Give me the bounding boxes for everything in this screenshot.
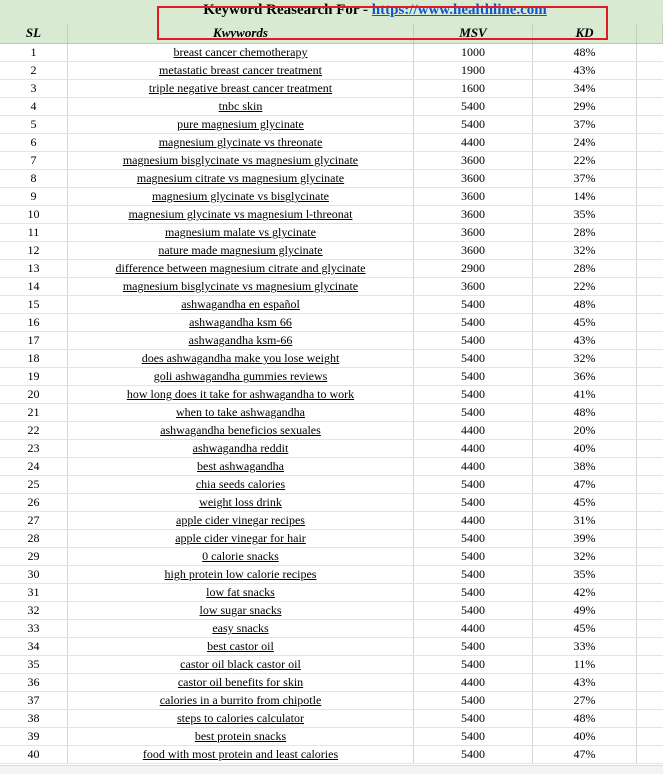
cell-sl[interactable]: 3 xyxy=(0,80,68,97)
cell-keyword[interactable] xyxy=(68,728,414,745)
cell-msv[interactable]: 2900 xyxy=(414,260,533,277)
cell-kd[interactable]: 34% xyxy=(533,80,637,97)
keyword-link[interactable]: weight loss drink xyxy=(199,495,282,509)
keyword-link[interactable]: magnesium citrate vs magnesium glycinate xyxy=(136,171,345,185)
cell-empty[interactable] xyxy=(637,278,663,295)
cell-sl[interactable]: 19 xyxy=(0,368,68,385)
cell-sl[interactable]: 11 xyxy=(0,224,68,241)
cell-kd[interactable]: 38% xyxy=(533,458,637,475)
table-row xyxy=(0,710,663,728)
cell-msv[interactable]: 1000 xyxy=(414,44,533,61)
cell-empty[interactable] xyxy=(637,548,663,565)
table-row xyxy=(0,44,663,62)
cell-msv[interactable]: 5400 xyxy=(414,728,533,745)
cell-kd[interactable]: 22% xyxy=(533,152,637,169)
keyword-link[interactable]: ashwagandha ksm 66 xyxy=(189,315,292,329)
cell-sl[interactable]: 23 xyxy=(0,440,68,457)
cell-kd[interactable]: 45% xyxy=(533,494,637,511)
cell-sl[interactable]: 28 xyxy=(0,530,68,547)
cell-empty[interactable] xyxy=(637,494,663,511)
table-row xyxy=(0,656,663,674)
cell-empty[interactable] xyxy=(637,710,663,727)
cell-empty[interactable] xyxy=(637,332,663,349)
cell-empty[interactable] xyxy=(637,566,663,583)
cell-sl[interactable]: 30 xyxy=(0,566,68,583)
cell-empty[interactable] xyxy=(637,422,663,439)
table-row xyxy=(0,116,663,134)
cell-sl[interactable]: 16 xyxy=(0,314,68,331)
cell-kd[interactable]: 45% xyxy=(533,314,637,331)
cell-sl[interactable]: 10 xyxy=(0,206,68,223)
cell-empty[interactable] xyxy=(637,224,663,241)
cell-sl[interactable]: 12 xyxy=(0,242,68,259)
table-row xyxy=(0,404,663,422)
cell-empty[interactable] xyxy=(637,350,663,367)
cell-msv[interactable]: 5400 xyxy=(414,692,533,709)
sheet-title xyxy=(160,2,590,19)
cell-sl[interactable]: 5 xyxy=(0,116,68,133)
table-row xyxy=(0,638,663,656)
cell-empty[interactable] xyxy=(637,44,663,61)
cell-keyword[interactable] xyxy=(68,368,414,385)
cell-keyword[interactable] xyxy=(68,260,414,277)
keyword-link[interactable]: ashwagandha beneficios sexuales xyxy=(160,423,321,437)
keyword-link[interactable]: breast cancer chemotherapy xyxy=(173,45,308,59)
table-row xyxy=(0,494,663,512)
table-row xyxy=(0,152,663,170)
cell-empty[interactable] xyxy=(637,368,663,385)
cell-msv[interactable]: 5400 xyxy=(414,476,533,493)
cell-keyword[interactable] xyxy=(68,44,414,61)
cell-empty[interactable] xyxy=(637,386,663,403)
cell-kd[interactable]: 39% xyxy=(533,530,637,547)
cell-kd[interactable]: 37% xyxy=(533,116,637,133)
cell-kd[interactable]: 31% xyxy=(533,512,637,529)
header-empty[interactable] xyxy=(637,23,663,43)
table-row xyxy=(0,566,663,584)
cell-msv[interactable]: 4400 xyxy=(414,458,533,475)
cell-empty[interactable] xyxy=(637,260,663,277)
table-row xyxy=(0,584,663,602)
cell-msv[interactable]: 5400 xyxy=(414,296,533,313)
cell-sl[interactable]: 40 xyxy=(0,746,68,763)
cell-msv[interactable]: 5400 xyxy=(414,494,533,511)
cell-sl[interactable]: 27 xyxy=(0,512,68,529)
cell-keyword[interactable] xyxy=(68,98,414,115)
keyword-link[interactable]: difference between magnesium citrate and glycinate xyxy=(115,261,366,275)
cell-keyword[interactable] xyxy=(68,116,414,133)
cell-keyword[interactable] xyxy=(68,332,414,349)
cell-keyword[interactable] xyxy=(68,656,414,673)
table-row xyxy=(0,62,663,80)
cell-msv[interactable]: 4400 xyxy=(414,422,533,439)
table-row xyxy=(0,296,663,314)
cell-keyword[interactable] xyxy=(68,188,414,205)
keyword-link[interactable]: goli ashwagandha gummies reviews xyxy=(153,369,328,383)
cell-keyword[interactable] xyxy=(68,206,414,223)
cell-msv[interactable]: 5400 xyxy=(414,386,533,403)
cell-empty[interactable] xyxy=(637,638,663,655)
cell-keyword[interactable] xyxy=(68,62,414,79)
cell-msv[interactable]: 5400 xyxy=(414,584,533,601)
cell-sl[interactable]: 15 xyxy=(0,296,68,313)
table-row xyxy=(0,206,663,224)
cell-msv[interactable]: 1600 xyxy=(414,80,533,97)
cell-keyword[interactable] xyxy=(68,314,414,331)
cell-sl[interactable]: 31 xyxy=(0,584,68,601)
cell-empty[interactable] xyxy=(637,314,663,331)
cell-msv[interactable]: 1900 xyxy=(414,62,533,79)
cell-sl[interactable]: 21 xyxy=(0,404,68,421)
cell-sl[interactable]: 38 xyxy=(0,710,68,727)
cell-sl[interactable]: 37 xyxy=(0,692,68,709)
table-row xyxy=(0,602,663,620)
table-row xyxy=(0,332,663,350)
keyword-link[interactable]: low sugar snacks xyxy=(199,603,282,617)
cell-keyword[interactable] xyxy=(68,692,414,709)
cell-kd[interactable]: 14% xyxy=(533,188,637,205)
keyword-link[interactable]: pure magnesium glycinate xyxy=(177,117,304,131)
cell-kd[interactable]: 43% xyxy=(533,62,637,79)
keyword-link[interactable]: 0 calorie snacks xyxy=(202,549,279,563)
cell-msv[interactable]: 3600 xyxy=(414,206,533,223)
cell-sl[interactable]: 36 xyxy=(0,674,68,691)
cell-empty[interactable] xyxy=(637,656,663,673)
keyword-link[interactable]: magnesium glycinate vs threonate xyxy=(158,135,323,149)
cell-kd[interactable]: 49% xyxy=(533,602,637,619)
cell-keyword[interactable] xyxy=(68,386,414,403)
cell-msv[interactable]: 4400 xyxy=(414,512,533,529)
table-row xyxy=(0,728,663,746)
cell-keyword[interactable] xyxy=(68,224,414,241)
table-row xyxy=(0,242,663,260)
table-row xyxy=(0,440,663,458)
cell-kd[interactable]: 47% xyxy=(533,746,637,763)
cell-empty[interactable] xyxy=(637,620,663,637)
title-row xyxy=(0,0,663,24)
cell-msv[interactable]: 4400 xyxy=(414,674,533,691)
table-row xyxy=(0,422,663,440)
cell-keyword[interactable] xyxy=(68,422,414,439)
cell-msv[interactable]: 5400 xyxy=(414,566,533,583)
cell-sl[interactable]: 20 xyxy=(0,386,68,403)
cell-kd[interactable]: 36% xyxy=(533,368,637,385)
keyword-link[interactable]: castor oil black castor oil xyxy=(180,657,301,671)
cell-msv[interactable]: 3600 xyxy=(414,278,533,295)
table-row xyxy=(0,548,663,566)
cell-sl[interactable]: 13 xyxy=(0,260,68,277)
keyword-link[interactable]: best ashwagandha xyxy=(197,459,284,473)
title-prefix: Keyword Reasearch For - xyxy=(203,2,372,18)
keyword-link[interactable]: apple cider vinegar for hair xyxy=(175,531,306,545)
cell-empty[interactable] xyxy=(637,602,663,619)
cell-empty[interactable] xyxy=(637,458,663,475)
keyword-link[interactable]: nature made magnesium glycinate xyxy=(158,243,323,257)
cell-keyword[interactable] xyxy=(68,152,414,169)
keyword-link[interactable]: castor oil benefits for skin xyxy=(177,675,304,689)
cell-empty[interactable] xyxy=(637,674,663,691)
cell-keyword[interactable] xyxy=(68,746,414,763)
keyword-link[interactable]: magnesium bisglycinate vs magnesium glycinate xyxy=(122,153,359,167)
table-row xyxy=(0,314,663,332)
table-row xyxy=(0,692,663,710)
table-row xyxy=(0,386,663,404)
cell-msv[interactable]: 3600 xyxy=(414,188,533,205)
keyword-link[interactable]: ashwagandha en español xyxy=(181,297,300,311)
keyword-link[interactable]: best protein snacks xyxy=(194,729,287,743)
cell-keyword[interactable] xyxy=(68,350,414,367)
table-row xyxy=(0,746,663,764)
cell-sl[interactable]: 14 xyxy=(0,278,68,295)
cell-kd[interactable]: 43% xyxy=(533,674,637,691)
cell-keyword[interactable] xyxy=(68,674,414,691)
cell-keyword[interactable] xyxy=(68,620,414,637)
cell-kd[interactable]: 40% xyxy=(533,728,637,745)
cell-kd[interactable]: 27% xyxy=(533,692,637,709)
cell-kd[interactable]: 32% xyxy=(533,242,637,259)
cell-empty[interactable] xyxy=(637,530,663,547)
cell-kd[interactable]: 28% xyxy=(533,224,637,241)
cell-msv[interactable]: 5400 xyxy=(414,98,533,115)
cell-keyword[interactable] xyxy=(68,494,414,511)
keyword-link[interactable]: easy snacks xyxy=(212,621,269,635)
cell-kd[interactable]: 35% xyxy=(533,206,637,223)
cell-empty[interactable] xyxy=(637,188,663,205)
cell-sl[interactable]: 24 xyxy=(0,458,68,475)
cell-kd[interactable]: 32% xyxy=(533,350,637,367)
cell-keyword[interactable] xyxy=(68,476,414,493)
cell-msv[interactable]: 5400 xyxy=(414,332,533,349)
cell-kd[interactable]: 48% xyxy=(533,404,637,421)
cell-msv[interactable]: 5400 xyxy=(414,548,533,565)
table-row xyxy=(0,530,663,548)
cell-sl[interactable]: 34 xyxy=(0,638,68,655)
keyword-link[interactable]: magnesium bisglycinate vs magnesium glycinate xyxy=(122,279,359,293)
cell-kd[interactable]: 35% xyxy=(533,566,637,583)
header-keywords[interactable]: Kwywords xyxy=(68,23,414,43)
cell-kd[interactable]: 45% xyxy=(533,620,637,637)
keyword-link[interactable]: food with most protein and least calories xyxy=(142,747,339,761)
cell-empty[interactable] xyxy=(637,242,663,259)
table-row xyxy=(0,350,663,368)
cell-keyword[interactable] xyxy=(68,584,414,601)
cell-msv[interactable]: 5400 xyxy=(414,116,533,133)
cell-keyword[interactable] xyxy=(68,404,414,421)
cell-keyword[interactable] xyxy=(68,512,414,529)
cell-sl[interactable]: 18 xyxy=(0,350,68,367)
cell-empty[interactable] xyxy=(637,476,663,493)
keyword-link[interactable]: steps to calories calculator xyxy=(177,711,304,725)
column-header-row xyxy=(0,23,663,44)
cell-empty[interactable] xyxy=(637,296,663,313)
cell-msv[interactable]: 5400 xyxy=(414,746,533,763)
table-row xyxy=(0,278,663,296)
cell-msv[interactable]: 5400 xyxy=(414,602,533,619)
cell-empty[interactable] xyxy=(637,62,663,79)
cell-empty[interactable] xyxy=(637,206,663,223)
cell-sl[interactable]: 17 xyxy=(0,332,68,349)
cell-keyword[interactable] xyxy=(68,134,414,151)
table-row xyxy=(0,512,663,530)
cell-empty[interactable] xyxy=(637,116,663,133)
table-row xyxy=(0,368,663,386)
cell-kd[interactable]: 32% xyxy=(533,548,637,565)
cell-msv[interactable]: 4400 xyxy=(414,440,533,457)
cell-kd[interactable]: 42% xyxy=(533,584,637,601)
cell-kd[interactable]: 40% xyxy=(533,440,637,457)
cell-sl[interactable]: 22 xyxy=(0,422,68,439)
header-msv[interactable]: MSV xyxy=(414,23,533,43)
cell-kd[interactable]: 48% xyxy=(533,296,637,313)
cell-keyword[interactable] xyxy=(68,638,414,655)
cell-kd[interactable]: 41% xyxy=(533,386,637,403)
cell-keyword[interactable] xyxy=(68,458,414,475)
cell-kd[interactable]: 43% xyxy=(533,332,637,349)
keyword-link[interactable]: how long does it take for ashwagandha to work xyxy=(126,387,355,401)
cell-msv[interactable]: 5400 xyxy=(414,656,533,673)
cell-msv[interactable]: 5400 xyxy=(414,638,533,655)
cell-kd[interactable]: 47% xyxy=(533,476,637,493)
table-row xyxy=(0,620,663,638)
cell-kd[interactable]: 24% xyxy=(533,134,637,151)
cell-keyword[interactable] xyxy=(68,296,414,313)
cell-msv[interactable]: 5400 xyxy=(414,350,533,367)
cell-keyword[interactable] xyxy=(68,710,414,727)
cell-sl[interactable]: 39 xyxy=(0,728,68,745)
table-row xyxy=(0,260,663,278)
cell-empty[interactable] xyxy=(637,746,663,763)
cell-keyword[interactable] xyxy=(68,602,414,619)
cell-keyword[interactable] xyxy=(68,530,414,547)
cell-sl[interactable]: 1 xyxy=(0,44,68,61)
table-row xyxy=(0,188,663,206)
cell-sl[interactable]: 8 xyxy=(0,170,68,187)
cell-empty[interactable] xyxy=(637,134,663,151)
cell-empty[interactable] xyxy=(637,170,663,187)
cell-msv[interactable]: 3600 xyxy=(414,152,533,169)
cell-msv[interactable]: 5400 xyxy=(414,368,533,385)
cell-kd[interactable]: 37% xyxy=(533,170,637,187)
keyword-link[interactable]: metastatic breast cancer treatment xyxy=(159,63,322,77)
cell-sl[interactable]: 26 xyxy=(0,494,68,511)
cell-msv[interactable]: 5400 xyxy=(414,404,533,421)
cell-keyword[interactable] xyxy=(68,80,414,97)
keyword-link[interactable]: calories in a burrito from chipotle xyxy=(159,693,322,707)
cell-sl[interactable]: 32 xyxy=(0,602,68,619)
cell-sl[interactable]: 29 xyxy=(0,548,68,565)
cell-msv[interactable]: 5400 xyxy=(414,314,533,331)
table-row xyxy=(0,170,663,188)
cell-sl[interactable]: 2 xyxy=(0,62,68,79)
cell-msv[interactable]: 4400 xyxy=(414,134,533,151)
cell-sl[interactable]: 7 xyxy=(0,152,68,169)
cell-sl[interactable]: 4 xyxy=(0,98,68,115)
table-row xyxy=(0,134,663,152)
table-row xyxy=(0,224,663,242)
cell-sl[interactable]: 33 xyxy=(0,620,68,637)
cell-keyword[interactable] xyxy=(68,548,414,565)
cell-empty[interactable] xyxy=(637,440,663,457)
keyword-link[interactable]: apple cider vinegar recipes xyxy=(176,513,305,527)
cell-empty[interactable] xyxy=(637,692,663,709)
cell-sl[interactable]: 25 xyxy=(0,476,68,493)
keyword-link[interactable]: tnbc skin xyxy=(218,99,263,113)
keyword-link[interactable]: high protein low calorie recipes xyxy=(164,567,317,581)
cell-msv[interactable]: 3600 xyxy=(414,224,533,241)
keyword-link[interactable]: triple negative breast cancer treatment xyxy=(148,81,333,95)
cell-empty[interactable] xyxy=(637,404,663,421)
cell-kd[interactable]: 22% xyxy=(533,278,637,295)
cell-msv[interactable]: 5400 xyxy=(414,710,533,727)
cell-empty[interactable] xyxy=(637,98,663,115)
header-kd[interactable]: KD xyxy=(533,23,637,43)
keyword-link[interactable]: magnesium glycinate vs bisglycinate xyxy=(152,189,329,203)
cell-keyword[interactable] xyxy=(68,170,414,187)
cell-keyword[interactable] xyxy=(68,242,414,259)
keyword-link[interactable]: does ashwagandha make you lose weight xyxy=(141,351,340,365)
cell-msv[interactable]: 3600 xyxy=(414,170,533,187)
cell-kd[interactable]: 11% xyxy=(533,656,637,673)
cell-empty[interactable] xyxy=(637,728,663,745)
cell-empty[interactable] xyxy=(637,80,663,97)
table-row xyxy=(0,80,663,98)
header-sl[interactable]: SL xyxy=(0,23,68,43)
cell-keyword[interactable] xyxy=(68,278,414,295)
keyword-link[interactable]: magnesium malate vs glycinate xyxy=(165,225,316,239)
table-row xyxy=(0,476,663,494)
cell-sl[interactable]: 6 xyxy=(0,134,68,151)
cell-kd[interactable]: 33% xyxy=(533,638,637,655)
cell-sl[interactable]: 35 xyxy=(0,656,68,673)
cell-kd[interactable]: 48% xyxy=(533,44,637,61)
keyword-link[interactable]: low fat snacks xyxy=(206,585,275,599)
cell-kd[interactable]: 48% xyxy=(533,710,637,727)
table-row xyxy=(0,98,663,116)
cell-keyword[interactable] xyxy=(68,566,414,583)
cell-kd[interactable]: 28% xyxy=(533,260,637,277)
table-row xyxy=(0,674,663,692)
keyword-link[interactable]: magnesium glycinate vs magnesium l-threonat xyxy=(128,207,353,221)
cell-msv[interactable]: 5400 xyxy=(414,530,533,547)
cell-kd[interactable]: 20% xyxy=(533,422,637,439)
cell-msv[interactable]: 3600 xyxy=(414,242,533,259)
cell-kd[interactable]: 29% xyxy=(533,98,637,115)
keyword-link[interactable]: ashwagandha reddit xyxy=(192,441,289,455)
cell-sl[interactable]: 9 xyxy=(0,188,68,205)
keyword-link[interactable]: when to take ashwagandha xyxy=(176,405,305,419)
cell-keyword[interactable] xyxy=(68,440,414,457)
cell-empty[interactable] xyxy=(637,152,663,169)
keyword-link[interactable]: best castor oil xyxy=(207,639,274,653)
keyword-link[interactable]: chia seeds calories xyxy=(195,477,286,491)
table-row xyxy=(0,458,663,476)
cell-empty[interactable] xyxy=(637,512,663,529)
title-url-link[interactable]: https://www.healthline.com xyxy=(371,2,547,18)
cell-msv[interactable]: 4400 xyxy=(414,620,533,637)
cell-empty[interactable] xyxy=(637,584,663,601)
table-body xyxy=(0,44,663,764)
keyword-link[interactable]: ashwagandha ksm-66 xyxy=(188,333,293,347)
